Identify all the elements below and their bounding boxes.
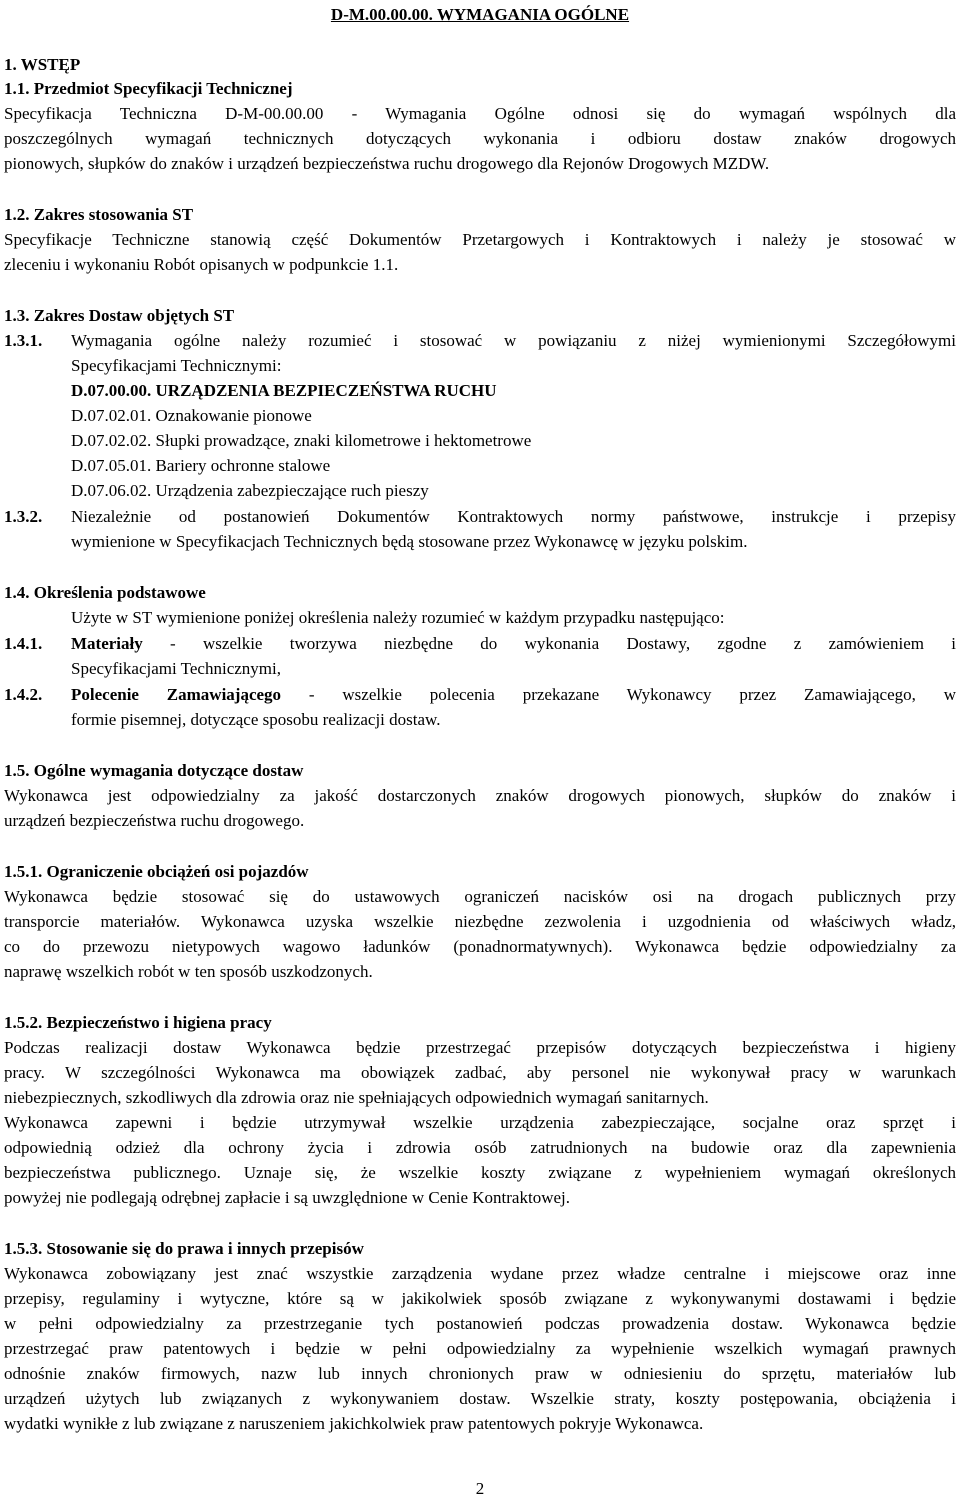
item-number: 1.3.2. <box>4 507 43 526</box>
page-number: 2 <box>475 1479 485 1498</box>
paragraph-line: urządzeń użytych lub związanych z wykonywaniem dostaw. Wszelkie straty, koszty postępowania, obciążenia i <box>4 1389 956 1408</box>
item-text: Wymagania ogólne należy rozumieć i stosować w powiązaniu z niżej wymienionymi Szczegółowymi <box>71 331 956 350</box>
item-number: 1.4.1. <box>4 634 43 653</box>
item-text: wymienione w Specyfikacjach Technicznych będą stosowane przez Wykonawcę w języku polskim. <box>71 532 748 551</box>
paragraph-line: naprawę wszelkich robót w ten sposób uszkodzonych. <box>4 962 373 981</box>
item-text: Specyfikacjami Technicznymi: <box>71 356 282 375</box>
section-heading-1: 1. WSTĘP <box>4 55 81 74</box>
spec-item-text: D.07.02.01. Oznakowanie pionowe <box>71 406 312 425</box>
paragraph-line: powyżej nie podlegają odrębnej zapłacie i są uwzględnione w Cenie Kontraktowej. <box>4 1188 570 1207</box>
paragraph-1-1-line-2: poszczególnych wymagań technicznych dotyczących wykonania i odbioru dostaw znaków drogowych <box>4 129 956 148</box>
paragraph-line: bezpieczeństwa publicznego. Uznaje się, że wszelkie koszty związane z wypełnieniem wymagań określonych <box>4 1163 956 1182</box>
term-definition: - wszelkie tworzywa niezbędne do wykonania Dostawy, zgodne z zamówieniem i <box>142 634 956 653</box>
item-text <box>71 631 956 657</box>
spec-item-text: D.07.05.01. Bariery ochronne stalowe <box>71 456 331 475</box>
paragraph-line: niebezpiecznych, szkodliwych dla zdrowia oraz nie spełniających odpowiednich wymagań sanitarnych. <box>4 1088 709 1107</box>
subsection-heading-1-2: 1.2. Zakres stosowania ST <box>4 205 194 224</box>
item-text <box>71 682 956 708</box>
term-polecenie: Polecenie Zamawiającego <box>71 685 282 704</box>
paragraph-1-2-line-2: zleceniu i wykonaniu Robót opisanych w podpunkcie 1.1. <box>4 255 399 274</box>
document-title: D-M.00.00.00. WYMAGANIA OGÓLNE <box>330 5 630 24</box>
paragraph-1-1-line-3: pionowych, słupków do znaków i urządzeń bezpieczeństwa ruchu drogowego dla Rejonów Drogowych MZDW. <box>4 154 770 173</box>
paragraph-line: Wykonawca zobowiązany jest znać wszystkie zarządzenia wydane przez władze centralne i miejscowe oraz inne <box>4 1264 956 1283</box>
paragraph-1-2-line-1: Specyfikacje Techniczne stanowią część Dokumentów Przetargowych i Kontraktowych i należy je stosować w <box>4 230 956 249</box>
paragraph-1-5-line-2: urządzeń bezpieczeństwa ruchu drogowego. <box>4 811 305 830</box>
paragraph-text: Użyte w ST wymienione poniżej określenia należy rozumieć w każdym przypadku następująco: <box>71 608 725 627</box>
paragraph-line: w pełni odpowiedzialny za przestrzeganie tych postanowień podczas prowadzenia dostaw. Wykonawca będzie <box>4 1314 956 1333</box>
subsection-heading-1-4: 1.4. Określenia podstawowe <box>4 583 206 602</box>
paragraph-line: wydatki wynikłe z lub związane z naruszeniem jakichkolwiek praw patentowych pokryje Wykonawca. <box>4 1414 704 1433</box>
item-text: Specyfikacjami Technicznymi, <box>71 659 281 678</box>
item-text: formie pisemnej, dotyczące sposobu realizacji dostaw. <box>71 710 441 729</box>
paragraph-line: odnośnie znaków firmowych, nazw lub innych chronionych praw w odniesieniu do sprzętu, materiałów lub <box>4 1364 956 1383</box>
paragraph-line: Wykonawca zapewni i będzie utrzymywał wszelkie urządzenia zabezpieczające, socjalne oraz sprzęt i <box>4 1113 956 1132</box>
paragraph-1-1-line-1: Specyfikacja Techniczna D-M-00.00.00 - Wymagania Ogólne odnosi się do wymagań wspólnych dla <box>4 104 956 123</box>
item-number: 1.3.1. <box>4 331 43 350</box>
term-definition: - wszelkie polecenia przekazane Wykonawcy przez Zamawiającego, w <box>281 685 956 704</box>
spec-item-text: D.07.02.02. Słupki prowadzące, znaki kilometrowe i hektometrowe <box>71 431 532 450</box>
paragraph-1-5-line-1: Wykonawca jest odpowiedzialny za jakość dostarczonych znaków drogowych pionowych, słupków do znaków i <box>4 786 956 805</box>
subsection-heading-1-1: 1.1. Przedmiot Specyfikacji Technicznej <box>4 79 293 98</box>
paragraph-line: przepisy, regulaminy i wytyczne, które są w jakikolwiek sposób związane z wykonywanymi dostawami i będzie <box>4 1289 956 1308</box>
paragraph-line: pracy. W szczególności Wykonawca ma obowiązek zadbać, aby personel nie wykonywał pracy w warunkach <box>4 1063 956 1082</box>
item-text: Niezależnie od postanowień Dokumentów Kontraktowych normy państwowe, instrukcje i przepisy <box>71 507 956 526</box>
term-materialy: Materiały <box>71 634 143 653</box>
paragraph-line: przestrzegać praw patentowych i będzie w pełni odpowiedzialny za wypełnienie wszelkich wymagań prawnych <box>4 1339 956 1358</box>
paragraph-line: odpowiednią odzież dla ochrony życia i zdrowia osób zatrudnionych na budowie oraz dla zapewnienia <box>4 1138 956 1157</box>
paragraph-line: co do przewozu nietypowych wagowo ładunków (ponadnormatywnych). Wykonawca będzie odpowiedzialny za <box>4 937 956 956</box>
paragraph-line: Wykonawca będzie stosować się do ustawowych ograniczeń nacisków osi na drogach publicznych przy <box>4 887 956 906</box>
spec-item-text: D.07.06.02. Urządzenia zabezpieczające ruch pieszy <box>71 481 429 500</box>
subsection-heading-1-3: 1.3. Zakres Dostaw objętych ST <box>4 306 235 325</box>
item-number: 1.4.2. <box>4 685 43 704</box>
subsection-heading-1-5-2: 1.5.2. Bezpieczeństwo i higiena pracy <box>4 1013 272 1032</box>
subsection-heading-1-5: 1.5. Ogólne wymagania dotyczące dostaw <box>4 761 304 780</box>
paragraph-line: transporcie materiałów. Wykonawca uzyska wszelkie niezbędne zezwolenia i uzgodnienia od właściwych władz, <box>4 912 956 931</box>
subsection-heading-1-5-1: 1.5.1. Ograniczenie obciążeń osi pojazdów <box>4 862 309 881</box>
subsection-heading-1-5-3: 1.5.3. Stosowanie się do prawa i innych przepisów <box>4 1239 364 1258</box>
paragraph-line: Podczas realizacji dostaw Wykonawca będzie przestrzegać przepisów dotyczących bezpieczeństwa i higieny <box>4 1038 956 1057</box>
spec-main-text: D.07.00.00. URZĄDZENIA BEZPIECZEŃSTWA RUCHU <box>71 381 497 400</box>
